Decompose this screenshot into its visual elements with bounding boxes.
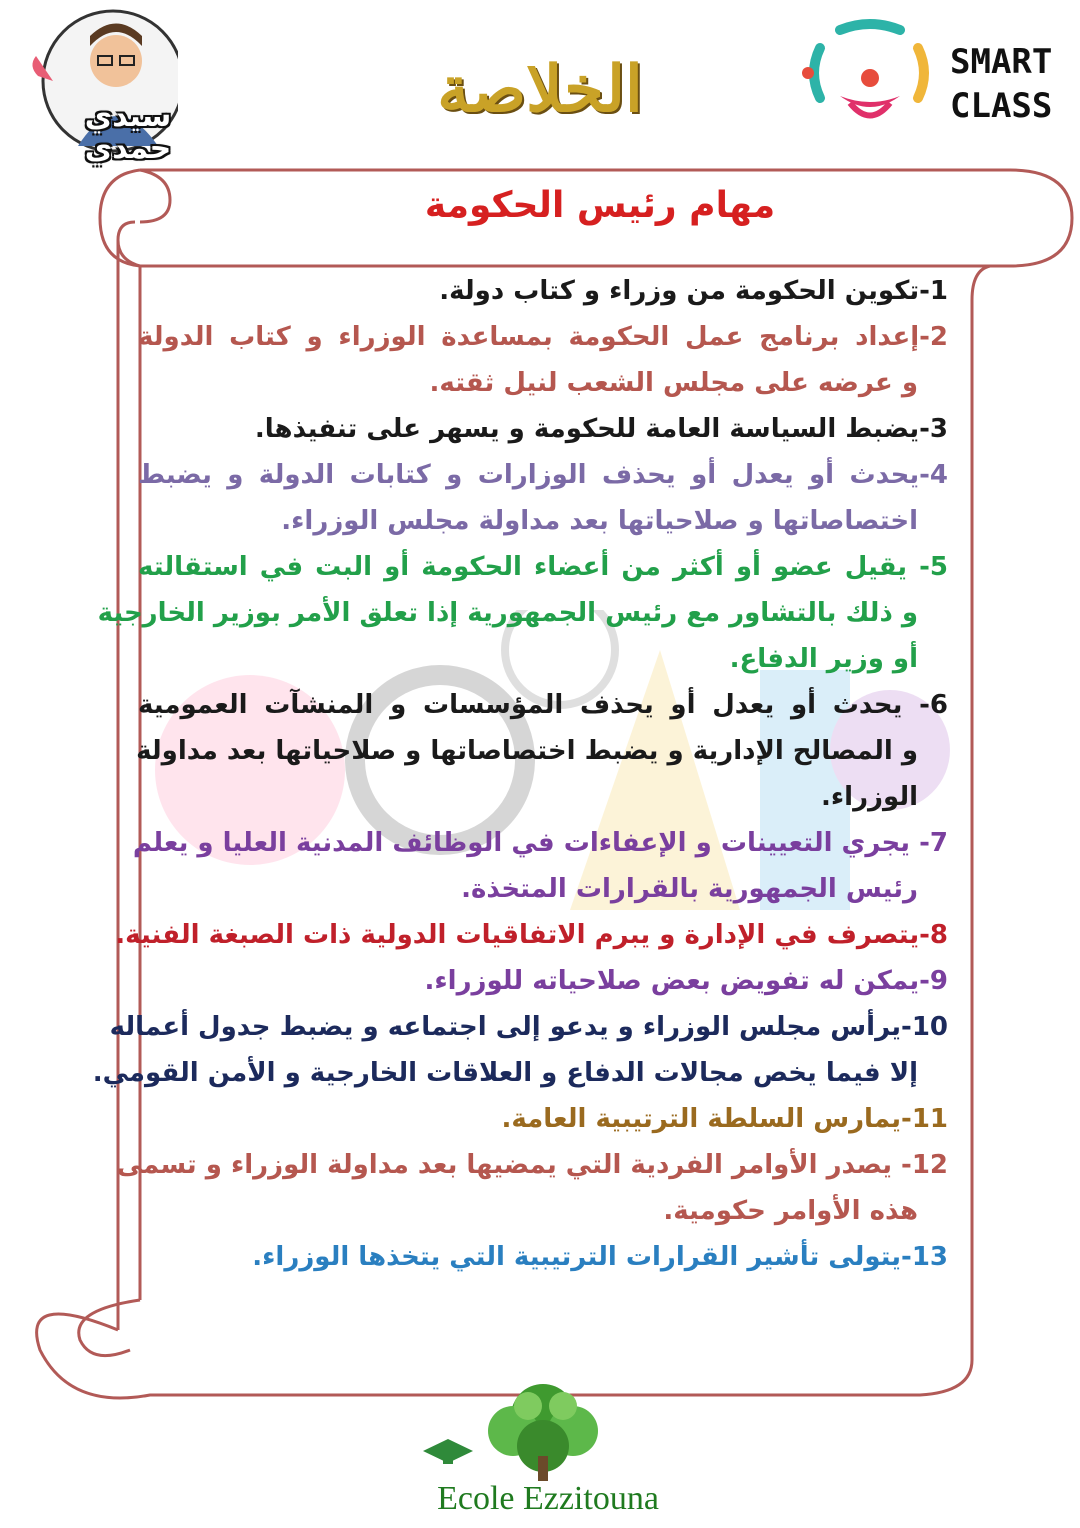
list-item [138,406,948,452]
list-item-line: 8-يتصرف في الإدارة و يبرم الاتفاقيات الدولية ذات الصبغة الفنية. [115,920,948,950]
avatar-caption-line2: حمدي [84,131,172,166]
list-item [138,958,948,1004]
list-item [138,682,948,820]
list-item-line: 1-تكوين الحكومة من وزراء و كتاب دولة. [439,276,948,306]
list-item [138,1096,948,1142]
list-item [138,1234,948,1280]
list-item-line: 13-يتولى تأشير القرارات الترتيبية التي يتخذها الوزراء. [252,1242,948,1272]
avatar [18,6,178,176]
duties-list [92,268,948,1280]
list-item [132,820,948,912]
list-item [138,268,948,314]
list-item [116,1142,948,1234]
list-item-line: الوزراء. [821,782,918,812]
list-item-line: 3-يضبط السياسة العامة للحكومة و يسهر على تنفيذها. [254,414,948,444]
list-item-line: 9-يمكن له تفويض بعض صلاحياته للوزراء. [424,966,948,996]
brand-text [950,40,1052,128]
list-item-line: 10-يرأس مجلس الوزراء و يدعو إلى اجتماعه و يضبط جدول أعماله [109,1012,948,1042]
page-title: الخلاصة [437,52,643,127]
section-heading: مهام رئيس الحكومة [424,185,776,226]
list-item-line: اختصاصاتها و صلاحياتها بعد مداولة مجلس الوزراء. [281,506,918,536]
list-item-line: إلا فيما يخص مجالات الدفاع و العلاقات الخارجية و الأمن القومي. [92,1058,918,1088]
footer-logo [418,1376,668,1526]
list-item [97,544,948,682]
list-item-line: 2-إعداد برنامج عمل الحكومة بمساعدة الوزراء و كتاب الدولة [138,322,948,352]
brand-logo [800,18,1070,138]
list-item-line: و عرضه على مجلس الشعب لنيل ثقته. [429,368,918,398]
list-item-line: 12- يصدر الأوامر الفردية التي يمضيها بعد مداولة الوزراء و تسمى [116,1150,948,1180]
list-item-line: 6- يحدث أو يعدل أو يحذف المؤسسات و المنشآت العمومية [138,690,948,720]
footer-logo-text: Ecole Ezzitouna [437,1480,659,1517]
list-item [92,1004,948,1096]
avatar-caption [73,101,183,165]
list-item-line: هذه الأوامر حكومية. [663,1196,918,1226]
list-item-line: و المصالح الإدارية و يضبط اختصاصاتها و صلاحياتها بعد مداولة [136,736,918,766]
brand-line2: CLASS [950,86,1053,126]
list-item-line: 7- يجري التعيينات و الإعفاءات في الوظائف المدنية العليا و يعلم [132,828,948,858]
avatar-caption-line1: سيدي [84,99,172,134]
list-item [115,912,948,958]
smart-class-logo-icon [800,18,940,128]
tree-logo-icon [418,1376,668,1486]
list-item-line: 11-يمارس السلطة الترتيبية العامة. [501,1104,948,1134]
list-item-line: رئيس الجمهورية بالقرارات المتخذة. [461,874,918,904]
list-item [138,314,948,406]
list-item-line: و ذلك بالتشاور مع رئيس الجمهورية إذا تعلق الأمر بوزير الخارجية [97,598,918,628]
brand-line1: SMART [950,42,1053,82]
list-item-line: 4-يحدث أو يعدل أو يحذف الوزارات و كتابات الدولة و يضبط [138,460,948,490]
list-item-line: أو وزير الدفاع. [729,644,918,674]
list-item-line: 5- يقيل عضو أو أكثر من أعضاء الحكومة أو البت في استقالته [138,552,948,582]
list-item [138,452,948,544]
